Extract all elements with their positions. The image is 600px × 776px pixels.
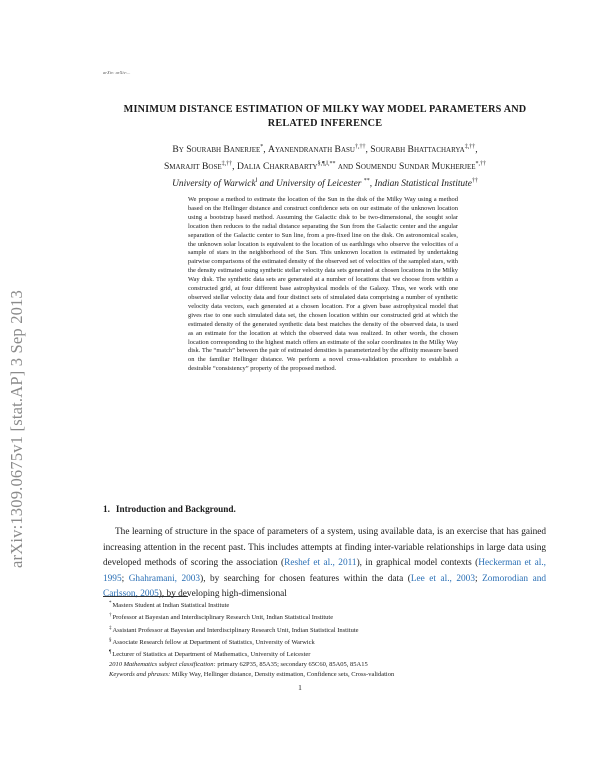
page-number: 1 [298, 683, 302, 692]
footnote-mark: ‡ [109, 625, 112, 631]
author-name: Soumendu Sundar Mukherjee [355, 161, 476, 173]
footnote [103, 636, 546, 648]
body-text-run: The learning of structure in the space of parameters of a system, using available data, is an exercise that has gained increasing attention in the recent past. This includes attempts at finding inter-variable relationships in large data using developed methods of scoring the association ( [103, 527, 546, 569]
author-name: Dalia Chakrabarty [236, 161, 318, 173]
body-text-run: ), by searching for chosen features within the data ( [200, 573, 411, 584]
footnote-mark: § [109, 637, 112, 643]
author-name: Smarajit Bose [163, 161, 222, 173]
title-line-2: RELATED INFERENCE [267, 118, 383, 129]
footnote-mark: * [109, 601, 112, 606]
section-title: Introduction and Background. [115, 504, 236, 514]
title-line-1: MINIMUM DISTANCE ESTIMATION OF MILKY WAY MODEL PARAMETERS AND [123, 104, 527, 115]
footnote [103, 648, 546, 660]
and-label: and [337, 161, 354, 173]
author-line-2: Smarajit Bose‡,††, Dalia Chakrabarty§,¶,‖,** and Soumendu Sundar Mukherjee*,†† [163, 161, 487, 173]
author-list [95, 140, 555, 174]
footnote-text: Assistant Professor at Bayesian and Interdisciplinary Research Unit, Indian Statistical Institute [112, 626, 359, 634]
keywords-label: Keywords and phrases: [109, 671, 171, 679]
footnote-text: Professor at Bayesian and Interdisciplinary Research Unit, Indian Statistical Institute [112, 614, 334, 622]
author-mark: * [260, 144, 264, 150]
citation-link[interactable]: Ghahramani, 2003 [128, 573, 201, 584]
footnote-mark: † [109, 613, 112, 619]
body-text-run: ; [121, 573, 129, 584]
affiliation-mark: ** [363, 178, 370, 184]
author-mark: ‡,†† [221, 161, 233, 168]
footnote [103, 599, 546, 611]
arxiv-header: arXiv: arXiv:... [103, 70, 131, 75]
section-number: 1. [103, 504, 110, 514]
affiliation-isi: , Indian Statistical Institute [369, 179, 472, 190]
citation-link[interactable]: Lee et al., 2003 [410, 573, 475, 584]
msc-label: 2010 Mathematics subject classification: [109, 661, 216, 669]
author-line-1: By Sourabh Banerjee*, Ayanendranath Basu†,††, Sourabh Bhattacharya‡,††, [172, 144, 478, 156]
footnote [103, 624, 546, 636]
author-mark: *,†† [475, 161, 487, 168]
author-name: Ayanendranath Basu [268, 144, 355, 156]
citation-link[interactable]: Zomorodian and Carlsson, 2005 [103, 573, 546, 600]
footnote-mark: ¶ [109, 650, 112, 655]
body-text-run: ), by developing high-dimensional [158, 589, 287, 600]
affiliation-mark: ‖ [255, 178, 258, 184]
affiliation-warwick: University of Warwick [172, 179, 256, 190]
footnote-text: Masters Student at Indian Statistical Institute [112, 602, 230, 610]
author-mark: ‡,†† [464, 144, 476, 150]
footnote [103, 611, 546, 623]
body-text-run: ), in graphical model contexts ( [356, 558, 479, 569]
msc-text: primary 62P35, 85A35; secondary 65C60, 85A05, 85A15 [215, 661, 368, 669]
author-name: Sourabh Bhattacharya [370, 144, 465, 156]
keywords [103, 670, 546, 680]
footnote-text: Associate Research fellow at Department of Statistics, University of Warwick [112, 638, 315, 646]
by-label: By [172, 144, 184, 156]
affiliation-leicester: and University of Leicester [257, 179, 364, 190]
msc-classification [103, 660, 546, 670]
body-text-run: ; [474, 573, 483, 584]
citation-link[interactable]: Reshef et al., 2011 [284, 558, 357, 569]
paper-title [95, 103, 555, 131]
arxiv-identifier-stamp: arXiv:1309.0675v1 [stat.AP] 3 Sep 2013 [7, 290, 26, 568]
author-mark: §,¶,‖,** [317, 161, 336, 168]
citation-link[interactable]: Heckerman et al., 1995 [103, 558, 547, 584]
author-name: Sourabh Banerjee [186, 144, 261, 156]
abstract: We propose a method to estimate the location of the Sun in the disk of the Milky Way using a method based on the Hellinger distance and construct confidence sets on our estimate of the unknown location using a bootstrap based method. Assuming the Galactic disk to be two-dimensional, the sought solar location then reduces to the radial distance separating the Sun from the Galactic center and the angular separation of the Galactic center to Sun line, from a pre-fixed line on the disk. On astronomical scales, the unknown solar location is equivalent to the location of us earthlings who observe the velocities of a sample of stars in the neighborhood of the Sun. This unknown location is estimated by undertaking pairwise comparisons of the estimated density of the observed set of velocities of the sampled stars, with the density estimated using synthetic stellar velocity data sets generated at chosen locations in the Milky Way disk. The synthetic data sets are generated at a number of locations that we choose from within a constructed grid, at four different base astrophysical models of the Galaxy. Thus, we work with one observed stellar velocity data and four distinct sets of simulated data comprising a number of synthetic velocity data vectors, each generated at a chosen location. For a given base astrophysical model that gives rise to one such simulated data set, the chosen location within our constructed grid at which the estimated density of the generated synthetic data best matches the density of the observed data, is used as an estimate for the location at which the observed data was realized. In other words, the chosen location corresponding to the highest match offers an estimate of the solar coordinates in the Milky Way disk. The “match” between the pair of estimated densities is parameterized by the affinity measure based on the familiar Hellinger distance. We perform a novel cross-validation procedure to establish a desirable “consistency” property of the proposed method. [188, 196, 458, 373]
keywords-text: Milky Way, Hellinger distance, Density estimation, Confidence sets, Cross-validation [170, 671, 395, 679]
affiliations [95, 178, 555, 189]
author-mark: †,†† [354, 144, 366, 150]
affiliation-mark: †† [471, 178, 478, 184]
footnote-text: Lecturer of Statistics at Department of Mathematics, University of Leicester [112, 651, 311, 659]
section-heading [103, 504, 236, 514]
footnotes [103, 599, 546, 680]
intro-paragraph [103, 525, 546, 603]
footnote-rule [103, 596, 188, 597]
